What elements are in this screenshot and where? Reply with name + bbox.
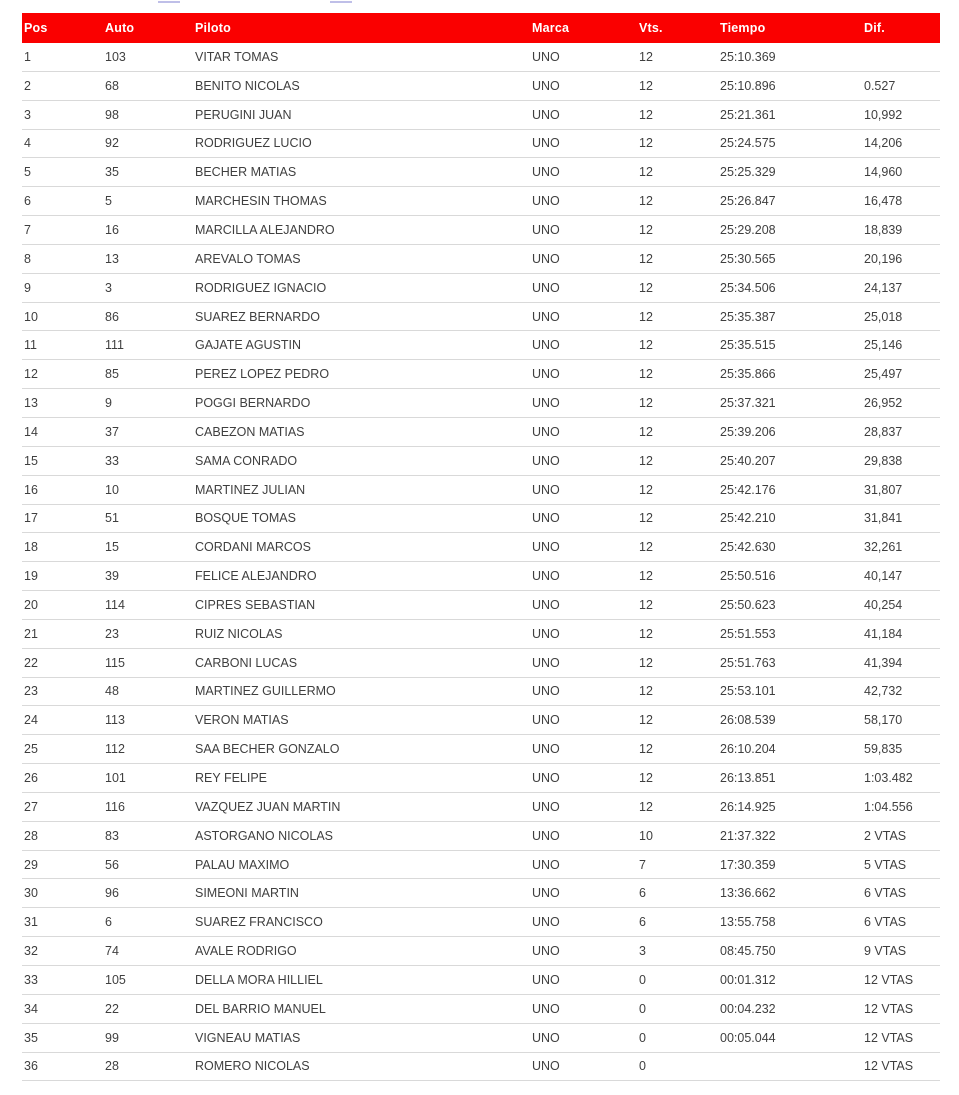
- cell-dif: 1:03.482: [864, 771, 913, 786]
- cell-dif: 32,261: [864, 540, 903, 555]
- cell-vts: 0: [639, 1030, 646, 1045]
- column-header-pos: Pos: [24, 21, 48, 35]
- cell-auto: 33: [105, 453, 119, 468]
- cell-vts: 12: [639, 309, 653, 324]
- table-row: [22, 995, 940, 1024]
- cell-marca: UNO: [532, 222, 560, 237]
- table-row: [22, 764, 940, 793]
- cell-pos: 29: [24, 857, 38, 872]
- cell-marca: UNO: [532, 424, 560, 439]
- table-row: [22, 793, 940, 822]
- cell-tiempo: 25:42.210: [720, 511, 776, 526]
- cell-pos: 25: [24, 742, 38, 757]
- cell-tiempo: 25:10.896: [720, 78, 776, 93]
- cell-vts: 12: [639, 107, 653, 122]
- cell-vts: 12: [639, 482, 653, 497]
- table-row: [22, 505, 940, 534]
- cell-dif: 6 VTAS: [864, 915, 907, 930]
- cell-pos: 8: [24, 251, 31, 266]
- cell-tiempo: 08:45.750: [720, 944, 776, 959]
- table-row: [22, 1053, 940, 1082]
- cell-tiempo: 00:01.312: [720, 972, 776, 987]
- cell-piloto: SUAREZ BERNARDO: [195, 309, 321, 324]
- table-row: [22, 879, 940, 908]
- cell-vts: 12: [639, 771, 653, 786]
- cell-auto: 3: [105, 280, 112, 295]
- cell-dif: 58,170: [864, 713, 903, 728]
- cell-dif: 24,137: [864, 280, 903, 295]
- table-row: [22, 1024, 940, 1053]
- cell-piloto: MARCILLA ALEJANDRO: [195, 222, 335, 237]
- cell-marca: UNO: [532, 165, 560, 180]
- cell-dif: 28,837: [864, 424, 903, 439]
- cell-piloto: DEL BARRIO MANUEL: [195, 1001, 326, 1016]
- cell-marca: UNO: [532, 1001, 560, 1016]
- cell-dif: 26,952: [864, 396, 903, 411]
- table-row: [22, 678, 940, 707]
- cell-tiempo: 25:40.207: [720, 453, 776, 468]
- table-row: [22, 245, 940, 274]
- cell-piloto: ROMERO NICOLAS: [195, 1059, 310, 1074]
- cell-vts: 12: [639, 222, 653, 237]
- cell-vts: 12: [639, 49, 653, 64]
- cell-tiempo: 25:34.506: [720, 280, 776, 295]
- cell-pos: 16: [24, 482, 38, 497]
- cell-marca: UNO: [532, 280, 560, 295]
- cell-auto: 116: [105, 799, 125, 814]
- cell-vts: 12: [639, 194, 653, 209]
- cell-dif: 10,992: [864, 107, 903, 122]
- cell-auto: 15: [105, 540, 119, 555]
- cell-marca: UNO: [532, 655, 560, 670]
- cell-piloto: RUIZ NICOLAS: [195, 626, 283, 641]
- cell-pos: 4: [24, 136, 31, 151]
- cell-piloto: SUAREZ FRANCISCO: [195, 915, 323, 930]
- cell-vts: 12: [639, 251, 653, 266]
- cell-auto: 6: [105, 915, 112, 930]
- table-row: [22, 851, 940, 880]
- column-header-piloto: Piloto: [195, 21, 231, 35]
- cell-vts: 6: [639, 886, 646, 901]
- cell-marca: UNO: [532, 684, 560, 699]
- cell-piloto: CABEZON MATIAS: [195, 424, 305, 439]
- cell-piloto: BENITO NICOLAS: [195, 78, 300, 93]
- table-row: [22, 591, 940, 620]
- cell-vts: 12: [639, 540, 653, 555]
- cell-auto: 83: [105, 828, 119, 843]
- cell-auto: 105: [105, 972, 126, 987]
- cell-tiempo: 26:10.204: [720, 742, 776, 757]
- cell-pos: 17: [24, 511, 38, 526]
- table-row: [22, 130, 940, 159]
- table-row: [22, 389, 940, 418]
- cell-dif: 12 VTAS: [864, 972, 914, 987]
- cell-pos: 32: [24, 944, 38, 959]
- cell-dif: 14,206: [864, 136, 903, 151]
- table-row: [22, 331, 940, 360]
- cell-pos: 27: [24, 799, 38, 814]
- cell-dif: 12 VTAS: [864, 1030, 914, 1045]
- table-row: [22, 706, 940, 735]
- cell-piloto: PERUGINI JUAN: [195, 107, 292, 122]
- clipped-link-fragment[interactable]: [330, 0, 352, 3]
- cell-pos: 6: [24, 194, 31, 209]
- cell-dif: 59,835: [864, 742, 903, 757]
- cell-piloto: AREVALO TOMAS: [195, 251, 301, 266]
- table-row: [22, 158, 940, 187]
- cell-piloto: RODRIGUEZ IGNACIO: [195, 280, 327, 295]
- cell-marca: UNO: [532, 78, 560, 93]
- cell-piloto: MARCHESIN THOMAS: [195, 194, 327, 209]
- cell-tiempo: 25:35.387: [720, 309, 776, 324]
- cell-tiempo: 25:24.575: [720, 136, 776, 151]
- cell-vts: 12: [639, 569, 653, 584]
- cell-auto: 23: [105, 626, 119, 641]
- cell-marca: UNO: [532, 713, 560, 728]
- cell-piloto: PALAU MAXIMO: [195, 857, 290, 872]
- cell-marca: UNO: [532, 569, 560, 584]
- cell-piloto: BECHER MATIAS: [195, 165, 297, 180]
- cell-marca: UNO: [532, 828, 560, 843]
- cell-tiempo: 25:25.329: [720, 165, 776, 180]
- cell-pos: 35: [24, 1030, 38, 1045]
- cell-vts: 0: [639, 1059, 646, 1074]
- cell-pos: 19: [24, 569, 38, 584]
- cell-auto: 16: [105, 222, 119, 237]
- cell-piloto: VAZQUEZ JUAN MARTIN: [195, 799, 341, 814]
- cell-marca: UNO: [532, 626, 560, 641]
- table-row: [22, 274, 940, 303]
- cell-dif: 20,196: [864, 251, 903, 266]
- table-row: [22, 72, 940, 101]
- cell-auto: 10: [105, 482, 119, 497]
- cell-dif: 41,394: [864, 655, 903, 670]
- cell-tiempo: 25:39.206: [720, 424, 776, 439]
- cell-tiempo: 25:53.101: [720, 684, 776, 699]
- cell-dif: 42,732: [864, 684, 903, 699]
- cell-tiempo: 26:08.539: [720, 713, 776, 728]
- cell-piloto: DELLA MORA HILLIEL: [195, 972, 323, 987]
- cell-auto: 113: [105, 713, 125, 728]
- cell-marca: UNO: [532, 972, 560, 987]
- cell-auto: 48: [105, 684, 119, 699]
- cell-auto: 9: [105, 396, 112, 411]
- cell-vts: 12: [639, 280, 653, 295]
- cell-pos: 22: [24, 655, 38, 670]
- cell-auto: 112: [105, 742, 125, 757]
- cell-vts: 12: [639, 684, 653, 699]
- cell-tiempo: 26:13.851: [720, 771, 776, 786]
- cell-pos: 34: [24, 1001, 38, 1016]
- table-row: [22, 735, 940, 764]
- table-row: [22, 620, 940, 649]
- cell-pos: 3: [24, 107, 31, 122]
- cell-auto: 85: [105, 367, 119, 382]
- cell-marca: UNO: [532, 396, 560, 411]
- cell-marca: UNO: [532, 251, 560, 266]
- cell-tiempo: 25:29.208: [720, 222, 776, 237]
- cell-piloto: SAA BECHER GONZALO: [195, 742, 340, 757]
- column-header-tiempo: Tiempo: [720, 21, 766, 35]
- cell-marca: UNO: [532, 540, 560, 555]
- cell-vts: 6: [639, 915, 646, 930]
- cell-pos: 18: [24, 540, 38, 555]
- cell-pos: 23: [24, 684, 38, 699]
- table-row: [22, 101, 940, 130]
- table-row: [22, 562, 940, 591]
- results-table: [22, 13, 940, 1081]
- cell-pos: 33: [24, 972, 38, 987]
- cell-tiempo: 25:21.361: [720, 107, 776, 122]
- cell-dif: 16,478: [864, 194, 903, 209]
- cell-auto: 101: [105, 771, 126, 786]
- cell-vts: 12: [639, 165, 653, 180]
- cell-vts: 12: [639, 396, 653, 411]
- cell-tiempo: 25:35.866: [720, 367, 776, 382]
- cell-marca: UNO: [532, 886, 560, 901]
- cell-auto: 86: [105, 309, 119, 324]
- cell-dif: 25,146: [864, 338, 903, 353]
- cell-piloto: RODRIGUEZ LUCIO: [195, 136, 312, 151]
- cell-auto: 92: [105, 136, 119, 151]
- cell-auto: 5: [105, 194, 112, 209]
- cell-vts: 0: [639, 1001, 646, 1016]
- cell-marca: UNO: [532, 857, 560, 872]
- cell-auto: 103: [105, 49, 126, 64]
- cell-piloto: GAJATE AGUSTIN: [195, 338, 302, 353]
- cell-auto: 111: [105, 338, 125, 353]
- cell-dif: 31,807: [864, 482, 903, 497]
- cell-tiempo: 00:04.232: [720, 1001, 776, 1016]
- cell-dif: 41,184: [864, 626, 903, 641]
- cell-tiempo: 25:50.516: [720, 569, 776, 584]
- cell-piloto: SAMA CONRADO: [195, 453, 298, 468]
- cell-vts: 12: [639, 597, 653, 612]
- cell-auto: 51: [105, 511, 119, 526]
- table-row: [22, 476, 940, 505]
- cell-pos: 20: [24, 597, 38, 612]
- cell-auto: 37: [105, 424, 119, 439]
- table-row: [22, 360, 940, 389]
- cell-auto: 115: [105, 655, 125, 670]
- cell-pos: 14: [24, 424, 38, 439]
- cell-marca: UNO: [532, 309, 560, 324]
- cell-auto: 22: [105, 1001, 119, 1016]
- cell-tiempo: 25:35.515: [720, 338, 776, 353]
- cell-dif: 12 VTAS: [864, 1001, 914, 1016]
- cell-marca: UNO: [532, 482, 560, 497]
- cell-dif: 0.527: [864, 78, 896, 93]
- cell-tiempo: 25:42.176: [720, 482, 776, 497]
- cell-marca: UNO: [532, 338, 560, 353]
- table-row: [22, 43, 940, 72]
- cell-piloto: PEREZ LOPEZ PEDRO: [195, 367, 330, 382]
- cell-vts: 7: [639, 857, 646, 872]
- cell-pos: 36: [24, 1059, 38, 1074]
- cell-vts: 0: [639, 972, 646, 987]
- table-row: [22, 187, 940, 216]
- cell-dif: 40,147: [864, 569, 903, 584]
- cell-marca: UNO: [532, 915, 560, 930]
- cell-auto: 74: [105, 944, 119, 959]
- cell-tiempo: 13:55.758: [720, 915, 776, 930]
- cell-dif: 12 VTAS: [864, 1059, 914, 1074]
- cell-pos: 26: [24, 771, 38, 786]
- cell-tiempo: 25:37.321: [720, 396, 776, 411]
- cell-marca: UNO: [532, 1059, 560, 1074]
- cell-marca: UNO: [532, 597, 560, 612]
- cell-pos: 1: [24, 49, 31, 64]
- cell-auto: 96: [105, 886, 119, 901]
- cell-tiempo: 25:30.565: [720, 251, 776, 266]
- cell-pos: 31: [24, 915, 38, 930]
- cell-dif: 25,497: [864, 367, 903, 382]
- cell-piloto: AVALE RODRIGO: [195, 944, 297, 959]
- cell-tiempo: 25:51.553: [720, 626, 776, 641]
- column-header-dif: Dif.: [864, 21, 885, 35]
- table-header-row: [22, 13, 940, 43]
- cell-piloto: FELICE ALEJANDRO: [195, 569, 317, 584]
- cell-piloto: CARBONI LUCAS: [195, 655, 298, 670]
- cell-tiempo: 26:14.925: [720, 799, 776, 814]
- table-row: [22, 447, 940, 476]
- cell-vts: 10: [639, 828, 653, 843]
- cell-piloto: VERON MATIAS: [195, 713, 289, 728]
- cell-marca: UNO: [532, 367, 560, 382]
- cell-auto: 28: [105, 1059, 119, 1074]
- cell-vts: 12: [639, 453, 653, 468]
- cell-piloto: BOSQUE TOMAS: [195, 511, 296, 526]
- cell-piloto: VITAR TOMAS: [195, 49, 279, 64]
- cell-pos: 12: [24, 367, 38, 382]
- table-row: [22, 937, 940, 966]
- table-body: [22, 43, 940, 1081]
- cell-dif: 2 VTAS: [864, 828, 907, 843]
- cell-pos: 13: [24, 396, 38, 411]
- cell-tiempo: 25:50.623: [720, 597, 776, 612]
- cell-pos: 7: [24, 222, 31, 237]
- cell-dif: 5 VTAS: [864, 857, 907, 872]
- cell-marca: UNO: [532, 511, 560, 526]
- cell-vts: 12: [639, 367, 653, 382]
- cell-pos: 21: [24, 626, 38, 641]
- cell-vts: 12: [639, 78, 653, 93]
- cell-tiempo: 25:51.763: [720, 655, 776, 670]
- table-row: [22, 649, 940, 678]
- table-row: [22, 966, 940, 995]
- cell-vts: 12: [639, 338, 653, 353]
- cell-auto: 35: [105, 165, 119, 180]
- cell-tiempo: 25:42.630: [720, 540, 776, 555]
- cell-dif: 9 VTAS: [864, 944, 907, 959]
- cell-marca: UNO: [532, 771, 560, 786]
- cell-piloto: ASTORGANO NICOLAS: [195, 828, 333, 843]
- cell-pos: 9: [24, 280, 31, 295]
- column-header-vts: Vts.: [639, 21, 663, 35]
- cell-tiempo: 25:26.847: [720, 194, 776, 209]
- cell-vts: 12: [639, 424, 653, 439]
- cell-pos: 2: [24, 78, 31, 93]
- cell-tiempo: 17:30.359: [720, 857, 776, 872]
- clipped-link-fragment[interactable]: [158, 0, 180, 3]
- cell-auto: 99: [105, 1030, 119, 1045]
- cell-dif: 14,960: [864, 165, 903, 180]
- cell-dif: 25,018: [864, 309, 903, 324]
- cell-pos: 10: [24, 309, 38, 324]
- cell-vts: 12: [639, 799, 653, 814]
- table-row: [22, 822, 940, 851]
- cell-piloto: POGGI BERNARDO: [195, 396, 311, 411]
- table-row: [22, 418, 940, 447]
- cell-marca: UNO: [532, 107, 560, 122]
- cell-vts: 12: [639, 626, 653, 641]
- table-row: [22, 303, 940, 332]
- cell-vts: 12: [639, 742, 653, 757]
- cell-piloto: MARTINEZ GUILLERMO: [195, 684, 336, 699]
- cell-pos: 28: [24, 828, 38, 843]
- column-header-auto: Auto: [105, 21, 135, 35]
- cell-marca: UNO: [532, 49, 560, 64]
- cell-pos: 15: [24, 453, 38, 468]
- cell-piloto: MARTINEZ JULIAN: [195, 482, 306, 497]
- cell-dif: 40,254: [864, 597, 903, 612]
- cell-auto: 98: [105, 107, 119, 122]
- cell-tiempo: 13:36.662: [720, 886, 776, 901]
- cell-tiempo: 25:10.369: [720, 49, 776, 64]
- cell-dif: 1:04.556: [864, 799, 913, 814]
- cell-vts: 12: [639, 511, 653, 526]
- cell-dif: 6 VTAS: [864, 886, 907, 901]
- cell-pos: 24: [24, 713, 38, 728]
- cell-marca: UNO: [532, 742, 560, 757]
- cell-marca: UNO: [532, 453, 560, 468]
- cell-pos: 30: [24, 886, 38, 901]
- cell-piloto: VIGNEAU MATIAS: [195, 1030, 301, 1045]
- cell-piloto: REY FELIPE: [195, 771, 268, 786]
- cell-vts: 12: [639, 655, 653, 670]
- cell-auto: 39: [105, 569, 119, 584]
- cell-vts: 3: [639, 944, 646, 959]
- table-row: [22, 533, 940, 562]
- cell-pos: 5: [24, 165, 31, 180]
- cell-dif: 31,841: [864, 511, 903, 526]
- cell-auto: 13: [105, 251, 119, 266]
- cell-dif: 18,839: [864, 222, 903, 237]
- table-row: [22, 908, 940, 937]
- table-row: [22, 216, 940, 245]
- cell-marca: UNO: [532, 194, 560, 209]
- cell-piloto: SIMEONI MARTIN: [195, 886, 299, 901]
- cell-tiempo: 00:05.044: [720, 1030, 776, 1045]
- cell-pos: 11: [24, 338, 37, 353]
- cell-vts: 12: [639, 713, 653, 728]
- column-header-marca: Marca: [532, 21, 570, 35]
- cell-auto: 68: [105, 78, 119, 93]
- cell-auto: 114: [105, 597, 125, 612]
- cell-marca: UNO: [532, 1030, 560, 1045]
- cell-marca: UNO: [532, 799, 560, 814]
- cell-marca: UNO: [532, 136, 560, 151]
- cell-vts: 12: [639, 136, 653, 151]
- cell-tiempo: 21:37.322: [720, 828, 776, 843]
- cell-piloto: CORDANI MARCOS: [195, 540, 311, 555]
- cell-auto: 56: [105, 857, 119, 872]
- cell-marca: UNO: [532, 944, 560, 959]
- cell-piloto: CIPRES SEBASTIAN: [195, 597, 316, 612]
- cell-dif: 29,838: [864, 453, 903, 468]
